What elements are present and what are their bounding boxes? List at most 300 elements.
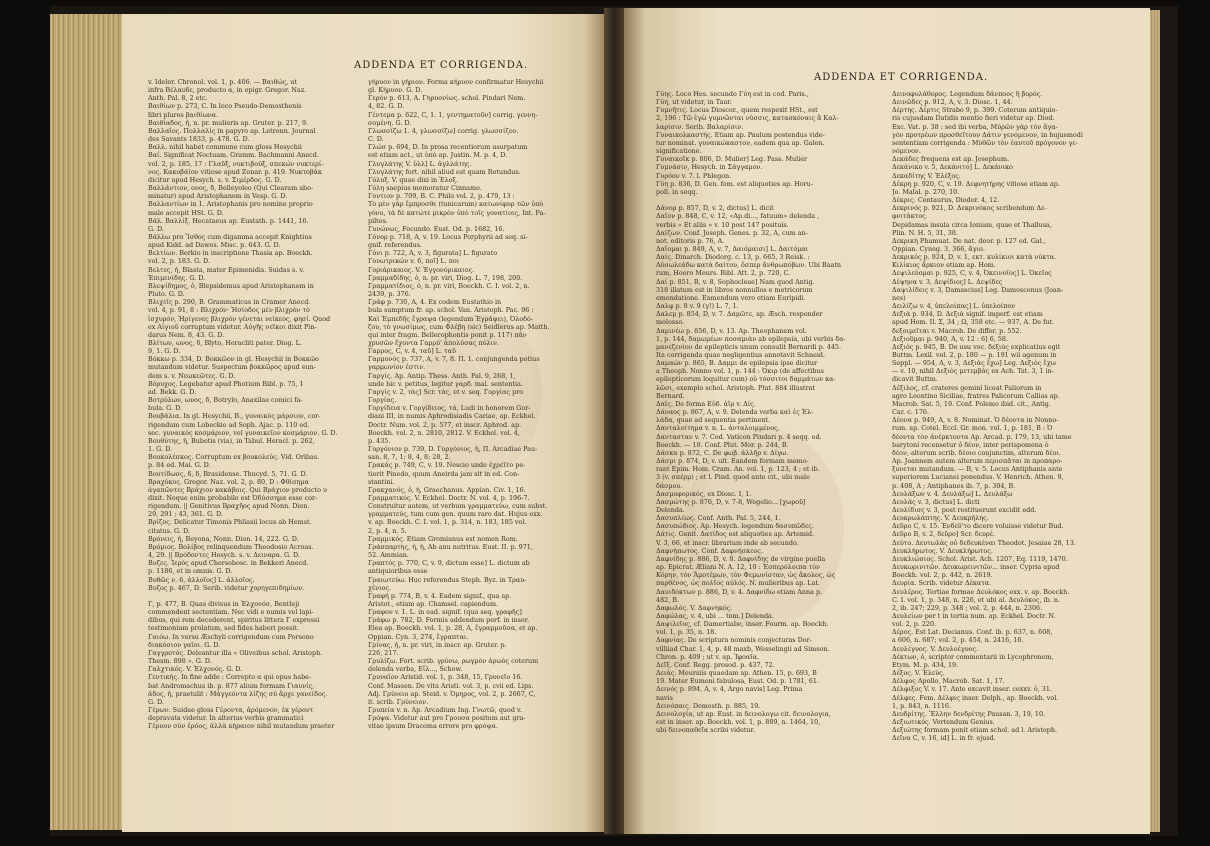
text-line: Γραμματίδιος, ὁ, n. pr. viri, Boeckh. C. I. vol. 2, n. [368, 281, 530, 290]
text-line: γήρυον in γήριον. Forma κήρυον confirmatur Hesychii [368, 78, 544, 86]
text-line: Γαιόω. In versu Æschyli corrigendum cum Porsono [148, 632, 314, 641]
text-line: Γρίνας, ἡ, n. pr. viri, in inscr. ap. Gruter. p. [368, 640, 507, 649]
text-line: est etiam act., ut ὑπὸ ap. Justin. M. p. 4, D. [368, 151, 508, 160]
text-line: Δεῖξ. Conf. Regg. prosod. p. 437, 72. [656, 660, 775, 669]
text-line: δεξοιμεῖται v. Macrob. De differ. p. 552. [892, 326, 1022, 335]
text-line [656, 196, 874, 204]
text-line: Δασμώτης p. 876, D, v. 7-8, Wegelio... [χωροῦ] [656, 497, 806, 506]
text-line: — v. 10, nihil Δεξιὸς μετεμβάς ex Ach. Tat. 3, 1 in- [892, 367, 1054, 376]
text-line: Δασμοφορικός, ex Diosc. I, 1. [656, 489, 752, 498]
text-line: Βρόνεις, ἡ, Beyona, Nonn. Dion. 14, 222. G. D. [148, 534, 299, 543]
book-gutter [604, 8, 624, 834]
text-line: δέον, alterum scrib. δέοιο conjunctim, alterum δέοι. [892, 448, 1061, 457]
text-line: Γέρυον σὺν ἐρόος, ἀλλὰ κήραιον nihil mutandum praeter [148, 722, 335, 731]
text-line: Oppian. Cyn. 3, 274, ἔγραπται. [368, 632, 469, 641]
text-line: Δεξιωτικός. Vertendum Genius. [892, 718, 995, 727]
text-line: Ἐπιμενίδης. G. D. [148, 273, 206, 282]
text-line: Δεκρινός p. 921, D. Δεκρινόκος scribendum Δε- [892, 204, 1047, 213]
text-line: rum, Hoero Meurs. Bibl. Att. 2, p. 720, C. [656, 269, 791, 278]
text-line: Γύη p. 836, D. Gen. fem. est aliquoties ap. Horu- [656, 179, 813, 188]
text-line: G. D. [148, 697, 164, 706]
text-line: vol. 4, p. 91, 8 : Βλιχρόν· Ἡσίοδος μὲν βλιχρὸν τὸ [148, 306, 310, 315]
text-line: G. D. [148, 224, 164, 233]
text-line: 9, 1. G. D. [148, 347, 181, 356]
text-line: γραμματεύς, tum cum gen. quum raro dat. Hujus exx. [368, 510, 543, 519]
text-line: emendatione. Eamendum vero etiam Euripidi. [656, 293, 806, 302]
text-line: a Theoph. Nonno vol. 1, p. 144 : Ὁκιρ (de affectibus [656, 367, 824, 376]
text-line: rigendum. || Genitivus Βραχῆος apud Nonn. Dion. [148, 502, 310, 511]
text-line: Δευρία. Scrib. videtur Δέκατα. [892, 579, 992, 588]
text-line: Etym. M. p. 434, 19. [892, 660, 959, 669]
text-line: bula sumptum fr. ap. schol. Van. Aristoph. Pac. 96 : [368, 306, 534, 315]
text-line: it. scrib. Γρύνειον. [368, 697, 429, 706]
text-line: Γέντεμα p. 622, C, 1. 1, γεντηματοῦν] corrig. γεννη- [368, 110, 538, 119]
text-line: Γερόν p. 613, A. Γηρυονίως. schol. Pindari Nem. [368, 94, 526, 103]
text-line: Δαλφ p. 8 v. 9 (γ!) L. 7, 1. [656, 302, 739, 311]
text-line: qui inter fragm. Bellerophontis ponit p. 117) πᾶν [368, 330, 527, 339]
text-line: Δευλίδισς v. 3, post restituerunt excidit edd. [892, 505, 1037, 514]
text-line: δάσμου. [656, 481, 683, 490]
text-line: Δεινόπαις. Demosth. p. 885, 19. [656, 701, 761, 710]
text-line: Ita corrigenda quae negligentius annotavit Schneid. [656, 351, 826, 359]
text-line: Δεῦρο B, v. 2, δεῦρο] Scr. δευρέ. [892, 530, 995, 539]
text-line: 2439, p. 376. [368, 290, 411, 299]
text-line: dicitur apud Hesych. s. v. Σιμέρδος. G. D. [148, 175, 282, 184]
text-line: Δευλάς v. 3, dictus] L. dicti [892, 497, 980, 506]
text-line: Γ, p. 477, B. Quas divisus in Ἐλχονόσ, Bentleji [148, 600, 300, 608]
text-line: Βυζες. Ἱερὸς apud Chersobosc. in Bekkeri Anecd. [148, 559, 309, 568]
text-line: Δεκρικὴ Phamuat. De nat. deor. p. 127 ed. Gal., [892, 236, 1046, 245]
text-line: 4, 82. G. D. [368, 102, 405, 111]
text-line: Car. c. 176. [892, 408, 929, 417]
text-line: vol. 2, p. 183. G. D. [148, 257, 210, 266]
text-line: Boeckh. — 10. Conf. Plut. Mor. p. 244, B. [656, 440, 789, 449]
text-line: παρθένος, ὡς πολῖος αὐλός. N. mulieribus ap. Lat. [656, 579, 820, 588]
text-line: Βλεψίδημος, ὁ, Blepsidemus apud Aristophanem in [148, 281, 314, 290]
text-line: Δέκρις. Centaurus, Diodor. 4, 12. [892, 196, 1000, 205]
text-line: Βουθύτης, ἡ, Bubetis (via), in Tabul. Heracl. p. 262, [148, 436, 315, 445]
text-line: χένιος. [368, 583, 392, 592]
text-line: apud Kidd. ad Dawes. Misc. p. 643. G. D. [148, 241, 281, 250]
text-line: Oppian. Cyneg. 3, 366, ἄγιο. [892, 244, 985, 253]
text-line: Βελτίων. Berkio in inscriptione Thasia ap. Boeckh. [148, 249, 313, 258]
text-line: depravata videtur. In alterius verbis grammatici [148, 714, 304, 723]
text-line: Γύη, ut videtur, in Taur. [656, 98, 732, 107]
text-line: Γεντικής. In fine adde : Correpto α qui opus habe- [148, 673, 312, 682]
text-line: antiquioribus esse [368, 567, 428, 576]
text-line: Δειλίζω v. 4, ὑπελοίπας] L. ὑπελοίπον [892, 302, 1016, 311]
text-line: Γαγγροτός. Deleantur illa « Oliveibus schol. Aristoph. [148, 648, 323, 657]
text-line: γαρμωνίον ἐστιν. [368, 363, 426, 372]
text-line: Γρόψα. Videtur aut pro Γρουσα positum aut gra- [368, 714, 526, 723]
text-line: Boeckh. vol. 2, p. 442, n. 2619. [892, 571, 993, 580]
text-line: Δαΐομαι p. 849, A, v. 7, Δαιόμαισι] L. Δαιτόμαι [656, 244, 809, 253]
text-line: Γραπτός p. 770, C, v. 9, dictum esse] L. dictum ab [368, 559, 530, 568]
text-line: Γοριάρικαιος. V. Ἐγγονόρικαιος. [368, 265, 475, 274]
left-column-2 [368, 78, 580, 731]
text-line: νος. Κακοβάϊον vitiose apud Zonar. p. 419. Νυκτοβάκ [148, 167, 322, 176]
text-line: Δαφνίδης p. 886, D, v. 8. Δαφνίδης de virgine puella [656, 554, 826, 563]
text-line: Βαί. Significat Noctuam. Gramm. Bachmanni Anecd. [148, 151, 319, 160]
text-line: σομένη. G. D. [368, 118, 412, 127]
text-line: Δαμινέω p. 856, D, v. 13. Ap. Theophanem vol. [656, 326, 807, 335]
text-line: delenda verba, Εἶλ..., Schow. [368, 665, 463, 674]
text-line: p. 435. [368, 436, 391, 445]
text-line: a 606, n. 687; vol. 2, p. 454, n. 2416, 16. [892, 636, 1024, 645]
text-line: Δασυπώδιος. Ap. Hesych. legendum δασυπῶδες. [656, 522, 814, 531]
text-line: Βρόμιος. Βολίβος relinquendum Theodosio Acroas. [148, 542, 314, 551]
text-line: Δεξιοῦμαι p. 940, A, v. 12 : 6] 6, 58. [892, 334, 1008, 343]
text-line: navis [656, 693, 673, 702]
text-line: νόμενον. [892, 147, 921, 156]
text-line: Βαλλάντιον, ονος, δ, Belleyoleo (Qui Clearam abo- [148, 184, 314, 193]
text-line: Δεξιὸς p. 945, B. De usu voc. δεξιὸς explicatius egit [892, 342, 1061, 351]
text-line: vol. 1, p. 35, n. 18. [656, 628, 717, 637]
text-line: Δεῦρο C, v. 15. Ἐνδεῦ'το dicere voluisse videtur Bud. [892, 522, 1064, 531]
text-line: vol. 2, p. 185, 17 : Γλαῦξ, νυκτιβούξ, σπεκών νυκτερί- [148, 159, 324, 168]
text-line: tur nominat. γυναικώκαστον, eadem qua ap. Galen. [656, 138, 825, 147]
text-line: V. 3, 66, et inscr. librarium inde ab secundo. [656, 538, 799, 547]
text-line: Δεκρικός p. 924, D, v. 1, εκτ. κυλίκιοι κατὰ νύκτα. [892, 253, 1057, 262]
text-line: Βαλλαντίων in 1. Aristophanis pro nomine proprio [148, 200, 313, 209]
text-line: ἰσχυρόν, Ἠρίγενες βλιχρὸν γένεται νείκεος, φησί. Quod [148, 314, 331, 323]
text-line: nes) [892, 293, 906, 302]
text-line: Βόκκω p. 334, D. Βοκκῶον in gl. Hesychii in Βοκκῶο [148, 355, 319, 364]
text-line: des Savants 1833, p. 478. G. D. [148, 135, 250, 144]
text-line: Δευλείων per t in tertia num. ap. Eckhel. Doctr. N. [892, 612, 1056, 620]
text-line: Γόνι p. 722, A, v. 3, figurata] L. figurato [368, 249, 498, 258]
text-line: Βυθῶς ν. 6, ἀλλοῖος] L. ἀλλοῖος. [148, 575, 255, 584]
text-line: Γρακχανός, ὁ, ἡ, Graechanus. Appian. Civ. 1, 16. [368, 485, 526, 494]
text-line: Κιλίκιος ἄρκιον etiam ap. Hom. [892, 261, 996, 270]
text-line: Βαιθίων p. 273, C. In loco Pseudo-Demosthenis [148, 102, 302, 111]
text-line: λάδα, quae ad sequentia pertinent. [656, 416, 771, 425]
text-line: san. 8, 7, 1; 8, 4, 8; 28, 2. [368, 453, 451, 462]
text-line: Δέκρη p. 920, C, v. 19. Δεφνητήρης vitiose etiam ap. [892, 179, 1060, 188]
text-line: Δέρος. Est Lat. Decianus. Conf. ib. p. 637, n. 608, [892, 628, 1053, 637]
text-line: Βουτίδωσς, δ, δ, Brasidense. Thucyd. 5, 71. G. D. [148, 469, 308, 478]
text-line: Doctr. Num. vol. 2, p. 577, et inscr. Aphrod. ap. [368, 420, 522, 429]
text-line: διακόσιον γαῖοι. G. D. [148, 640, 221, 649]
text-line: Βαλλ. nihil habet commune cum gloss Hesychii [148, 143, 302, 152]
text-line: stantini. [368, 477, 395, 486]
text-line [148, 592, 358, 600]
text-line: Construitur autem, ut verbum γραμματεύω, cum subst. [368, 502, 548, 511]
text-line: Βλιχεῖς p. 290, B. Grammaticus in Cramer Anecd. [148, 298, 311, 307]
text-line: Δευδρίτης. Ἔλλην δενδρίτης Pausan. 3, 19, 10. [892, 709, 1046, 718]
text-line: 19. Mater Eumeni fabulosa, Eust. Od. p. 1781, 61. [656, 677, 819, 686]
text-line: Δαμαών p. 865, B. Δαμμι de epilepsia ipse dicitur [656, 359, 818, 368]
text-line: gl. Κήρυον. G. D. [368, 86, 423, 95]
text-line: Γρυπεία v. n. Ap. Arcadium Ing. Γνωτῶ, quod v. [368, 706, 522, 715]
text-line: Γόλη saepius memoratur Cinnamo. [368, 184, 482, 193]
text-line: apud Hom. Il. Σ, 34 ; Ω, 358 etc. — 937, A. De fut. [892, 318, 1055, 327]
text-line: Δαλεμ p. 854, D, v. 7. Δαμῶτε, ap. Æsch. responder [656, 310, 823, 319]
text-line: Γοντιον p. 709, B. C. Philo vol. 2, p. 479, 13 : [368, 192, 515, 201]
text-line: 2, 196 : Τῶ ἐγὼ γυμνῶνται νύσσις, κατασκόναις ἃ Καλ- [656, 114, 839, 123]
text-line: verbis « Et aliis » v. 10 post 147 posituis. [656, 220, 789, 229]
text-line: Δαψιλίδεις v. 3, Damascius] Leg. Damoscenus (Joan- [892, 285, 1064, 294]
text-line: dem s. v. Νεωκεῶτες. G. D. [148, 371, 236, 380]
text-line: Adj. Γρύνειο ap. Steid. v. Ὀμηρος, vol. 2, p. 2667, C, [368, 689, 536, 698]
left-page [122, 14, 604, 832]
text-line: Βαιθίαδος, ἡ, n. pr. mulieris ap. Gruter. p. 217, 9. [148, 118, 309, 127]
text-line: Γυνώνως, Focundo. Eust. Od. p. 1682, 16. [368, 224, 505, 233]
text-line: Βουκολέσκος. Corruptum ex βουκολεύς. Vid. Oribas. [148, 453, 320, 462]
text-line: Βλίτων, ωνος, δ, Blyto, Heracliti pater. Diog. L. [148, 339, 302, 347]
text-line: Βάλλω pro Ἴσθος cum digamma accepit Knightius [148, 232, 312, 241]
text-line: Γόλυξ. V. quae dixi in Ἑλοξ. [368, 175, 459, 184]
text-line: 1. G. D. [148, 445, 172, 454]
text-line: Γλώσ p. 694, D. In prosa recentiorum usurpatum [368, 143, 528, 152]
text-line: Γρυναΐον Aristid. vol. 1, p. 348, 15, Γρυνεῖο 16. [368, 673, 523, 682]
text-line: Γρακάς p. 749, C, v. 19. Nescio unde ἐχρεῖτο pe- [368, 461, 526, 470]
text-line: Βελτες, ἡ, Blasta, mater Epimenidis. Suidas s. v. [148, 265, 305, 274]
text-line: molosso. [656, 318, 685, 327]
text-line: mutandum videtur. Suspectum βοκκῶρος apud eun- [148, 363, 316, 372]
right-column-2 [892, 90, 1118, 743]
text-line: ap. Epicrat. Æliani N. A. 12, 10 : Ἐσπερόλοιπα τὸν [656, 563, 820, 572]
text-line: λαρίσιν. Serib. Βαλαρίσιν. [656, 122, 744, 131]
text-line: Δανταλοίτημα v. n. L. ἀνταλοιμμένος. [656, 424, 780, 433]
text-line: Γραιωτεύω. Huc referendus Steph. Byz. in Τραυ- [368, 575, 527, 584]
text-line: Γύης. Loco Hes. secundo Γύη est in cod. Paris., [656, 90, 809, 98]
text-line: Βραχύκος. Gregor. Naz. vol. 2, p. 80, D : Φθίσημα [148, 477, 309, 486]
text-line: rant Epim. Hom. Cram. An. vol. 1, p. 123, 4 ; et ib. [656, 465, 820, 474]
text-line: Δάσμι p. 874, D, v. ult. Eandem formam memo- [656, 457, 809, 466]
text-line: Γραφον v. 1. L. in ead. signif. (qua seq. γραφῆς] [368, 608, 522, 617]
text-line: Βυζος p. 467, D. Serib. videtur χορηγεπιδημίων. [148, 583, 305, 592]
text-line: citatus. G. D. [148, 526, 190, 535]
text-line: Δεκαδίτης V. Ἑλέξος. [892, 171, 961, 180]
right-page [624, 8, 1150, 834]
text-line: χρυσῶν ἔχοντα Γαρρύ' ἀπολύσας πόλιν. [368, 339, 499, 347]
text-line: Γλυγλάτης fort. nihil aliud est quam Rotundus. [368, 167, 521, 176]
text-line: Depidamas insula circa Ioniam, quae et Thallusa, [892, 220, 1052, 229]
text-line: Βοτρύλων, ωνος, δ, Botrylo, Anaxilae comici fa- [148, 396, 303, 405]
text-line: piltes. [368, 216, 388, 225]
text-line: Δεκάνικο v. 5, Δεκάνιτο] L. Δεκάνικο [892, 163, 1013, 172]
text-line: Δαί p. 851, B, v. 8, Sophocleae] Nam quod Antig. [656, 277, 815, 286]
text-line: infra Βέλαυδε, producto α, in epigr. Gregor. Naz. [148, 86, 307, 95]
text-line: Γονωτρικών v. 6, ποῖ] L. ποι [368, 257, 460, 266]
text-line: Δέρτης. Δέρτις Strabo 9, p. 399. Coterum antiquio- [892, 106, 1058, 115]
text-line: γόνυ, τὰ δὲ κατώτε μικρὸν ὑπὸ τοῖς γονατίοις, Int. Pa- [368, 208, 546, 217]
text-line: Κόρην, τὸν Ἀμοτέμων, τὸν Φεμωνίσταν, ὡς ἄκολος, ὡς [656, 571, 836, 580]
text-line: p. 84 ed. Mai. G. D. [148, 461, 211, 470]
text-line: Δέκτων, ὁ, scriptor commentarii in Lycophronem, [892, 652, 1054, 661]
text-line: Seppl. — 954, A, v. 3, Δεξιὰς ἔχω] Leg. Δεξιὸς ἔχω [892, 359, 1056, 368]
text-line: Βαλλαΐος. Πολλαλίς in papyro ap. Letronn. Journal [148, 126, 316, 135]
text-line: Δεινῶδες p. 912, A, v. 3. Diosc. 1, 44. [892, 98, 1013, 107]
text-line: Γαλχτικός. V. Ἐλχονός. G. D. [148, 665, 243, 674]
text-line: 3 (v. σπέρμ) ; et l. Pind. quod ante cit., ubi male [656, 473, 810, 482]
text-line: Γραμμικός. Etiam Gromianus est nomen Rom. [368, 534, 518, 543]
text-line: Boeckh. vol. 2, n. 2810, 2812. V. Eckhel. vol. 4, [368, 428, 520, 437]
text-line: Buttm. Lexil. vol. 2, p. 180 — p. 191 wii agenum in [892, 351, 1057, 359]
text-line: Δάνορ p. 857, D, v. 2, dictus] L. dicit [656, 204, 774, 213]
text-line: p. 408, A ; Antiphanes ib. 7, p. 304, B. [892, 481, 1016, 490]
text-line: male accepit HSt. G. D. [148, 208, 224, 217]
text-line: Δειάς. Meursiis quaedam ap. Athen. 15, p. 693, B [656, 669, 817, 678]
text-line: ἀγαπῶντες Βράχιον κακάβοις. Qui Βράχιον producto υ [148, 485, 327, 494]
text-line: Elea ap. Boeckh. vol. 1, p. 28, A, ἔγραμμοῦσα, et ap. [368, 624, 538, 633]
text-line: Δαφώλας, v. 4, ubi ... tom.] Delenda. [656, 612, 774, 620]
text-line: Δεξιὰ p. 934, D. Δεξιὰ signif. imperf. est etiam [892, 310, 1043, 319]
text-line: ad. Bekk. G. D. [148, 387, 197, 396]
text-line: Macrob. Sat. 5, 19. Conf. Polemo ibid. cit., Antig. [892, 399, 1051, 408]
text-line: φνιτάκτος. [892, 212, 928, 221]
text-line: not. editoris p. 76, A. [656, 236, 725, 245]
text-line: 1, p. 144, δαμωμέων ποσαμιὰν ab epilepsia, ubi verbis δα- [656, 334, 846, 343]
text-line: Δεύτο. Δευτωλὰς οὐ δεδευκέναι Theodot. Jesaiae 28, 13. [892, 538, 1076, 547]
text-line: v. Ideler. Chronol. vol. 1, p. 406. — Βαιθώς, ut [148, 78, 297, 86]
text-line: C. D. [368, 135, 384, 144]
text-line: villiiad Char. 1, 4, p. 48 maxb, Wesselingii ad Simson. [656, 644, 830, 653]
text-line: sententiam corrigenda : Μὺθῶν τὸν ἑαυτοῦ πρόγονον γε- [892, 138, 1078, 147]
text-line: agro Leontino Siciliae, fratres Palicorum Callias ap. [892, 391, 1060, 400]
text-line: Δαφνίας. De scriptura nominis conjecturas Dor- [656, 636, 812, 645]
text-line: 2, ib. 247; 229, p. 348 ; vol. 2, p. 444, n. 2306. [892, 603, 1043, 612]
text-line: Γυμνάσιν, Hesych. in Σάγγαμον. [656, 163, 763, 172]
text-line: Δέονα p. 949, A, v. 8. Nominat. Ὁ δέοντα in Nonno- [892, 416, 1059, 425]
text-line: 482, B. [656, 595, 679, 604]
text-line: ζου, τὸ γνωσίμως, cum Φλέβη (sic) Seidlerus ap. Matth. [368, 322, 550, 331]
text-line: Δέξος. V. Ἑλεύς. [892, 669, 945, 678]
text-line: 2, p. 4, n. 5. [368, 526, 407, 535]
text-line: Δευκωρινιτῶν. Δευκωρεινιτῶν... inser. Cypria apud [892, 563, 1060, 572]
text-line: Δαῖον p. 848, C, v. 12, «Ap.di..., fatuum» delenda , [656, 212, 820, 221]
text-line: Γυναικολκαστής. Etiam ap. Paulum postendus vide- [656, 130, 825, 139]
text-line: Γυμνῆτις. Locus Dioscor., quem respexit HSt., est [656, 106, 818, 115]
text-line: Γοργίδεια v. Γοργίδειος, τά, Ludi in honorem Gor- [368, 404, 531, 413]
text-line: Δάτις. Genit. Δατίδος est aliquoties ap. Artemid. [656, 530, 815, 539]
text-line: Γέρων. Suidae gloss Γέροντα, ἀρόμενον, ἐκ γέροντ [148, 706, 314, 715]
text-line: ξυνεται mutandum. — B, v. 5. Locus Antiphanis ante [892, 465, 1063, 474]
text-line: Δευκλήρωτος. V. Δευκλήρωτος. [892, 546, 993, 555]
text-line: epilepticorum loquitur cum) οὐ τόσσιτοι δαμμάτων κα- [656, 375, 836, 384]
text-line: dixit. Neque enim probabile est Ὀδύσσημα esse cor- [148, 493, 318, 502]
text-line: Δέψηνα v. 3, Δεψίδιος] L. Δεψίδες [892, 277, 1003, 286]
text-line: Δευκρωλάπτης. V. Δευκρήλης. [892, 514, 989, 523]
text-line: Γράφω p. 782, D. Formis addendum perf. in inser. [368, 616, 530, 625]
text-line: 29, 291 ; 43, 361. G. D. [148, 510, 223, 519]
text-line: dibus, qui rem decederent, spiritus littera Γ expressi [148, 616, 320, 625]
text-line: Δαίζων. Conf. Joseph. Genes. p. 32, A, cum an- [656, 228, 808, 237]
text-line: Γραμματικός. V. Eckhel. Doctr. N. vol. 4, p. 196-7. [368, 493, 530, 502]
text-line: Δεινοφυλάθορος. Legendum δάνποος ἢ βορός. [892, 90, 1043, 98]
text-line: Βόρυχος. Legebatur apud Photium Bibl. p. 75, 1 [148, 379, 304, 388]
text-line: gnif. referendus. [368, 241, 422, 250]
text-line: commendent sectentiam. Nec vidi e numis vel lapi- [148, 608, 314, 617]
text-line: 52. Ammian. [368, 551, 409, 560]
text-line: Γαρρος, C, v. 4, ταῦ] L. ταῦ [368, 347, 456, 356]
text-line: Anth. Pal. 8, 2 etc. [148, 94, 208, 103]
text-line: superiorem Lucianei ponendus. V. Henrich. Athen. 9, [892, 473, 1064, 482]
text-line: Γράφ p. 730, A, 4. Ex codem Eustathio in [368, 298, 502, 307]
text-line: Δεκάδες frequens est ap. Josephum. [892, 155, 1010, 164]
text-line: Δεψιλεύομαι p. 925, C, v. 4, Ὀκεινοῖος] L. Ὀκεῖος [892, 269, 1052, 278]
right-column-1 [656, 90, 874, 734]
text-line: 318 illatum est in libros nonnullos e metricorum [656, 285, 813, 294]
text-line: Γραφή p. 774, B, v. 4. Eadem signif., qua ap. [368, 591, 512, 600]
text-line: Δέλφος Apollo, Macrob. Sat. 1, 17. [892, 677, 1005, 686]
text-line: Δάσκα p. 872, C. De φωβ. ἀλλῆρ v. Δίγω. [656, 448, 789, 457]
text-line: Pluto. G. D. [148, 290, 185, 299]
text-line: bat Andromachus ib. p. 877 alium formam Γιαυνίς, [148, 681, 315, 690]
text-line: Γαρμονός p. 737, A, v. 7, 8. Π. 1. conjungenda potius [368, 355, 540, 364]
text-line: Γράσπαρτης, ἡ, ἡ, Ab anu nutritus. Eust. II. p. 971, [368, 542, 533, 551]
text-line: Δευκλιώσιος. Schol. Arist. Ach. 1207, Eq. 1119, 1470. [892, 554, 1068, 563]
text-line: diani III, in numis Aphrodisiadis Cariae, ap. Eckhel. [368, 412, 536, 421]
text-line: Δασυπλέως. Conf. Anth. Pal. 5, 244, 1. [656, 514, 781, 523]
text-line: Γυναικοῖκ p. 806, D. Mulier] Leg. Pass. Mulier [656, 155, 808, 164]
text-line: Γραμμαδίδης, ὁ, n. pr. viri, Diog. L. 7, 198, 200. [368, 273, 523, 282]
text-line: Δευλέρος. Tertiae formae Δευλόκος exx. v. ap. Boeckh. [892, 587, 1070, 596]
text-line: Δαψιλεῖος, cf. Damertiabe, inser. Fourm. ap. Boeckh. [656, 620, 829, 629]
text-line: darus Nem. 8, 43. G. D. [148, 330, 225, 339]
text-line: Δαφωλός. V. Δαφνηκός. [656, 603, 733, 612]
text-line: Δαΐς. De forma Εὐδ. ἀΐρ v. Δίς. [656, 399, 756, 408]
text-line: Δευλέγυος. V. Δευλοέγυος. [892, 644, 979, 653]
text-line: Δευλάξων v. 4. Δευλάξω] L. Δευλάξω [892, 489, 1013, 498]
text-line: Δάναος p. 867, A, v. 9. Delenda verba καὶ ἐς Ἑλ- [656, 408, 814, 417]
text-line: Γυρόον v. 7. l. Phlegon. [656, 171, 732, 180]
text-line: bula. G. D. [148, 404, 182, 413]
text-line: Βάλ. Βαλλίξ. Hecataeus ap. Eustath. p. 1441, 16. [148, 216, 309, 225]
text-line: testimonium prolatum, sed fides haberi possit. [148, 624, 299, 633]
text-line: significatione. [656, 147, 702, 156]
text-line: 226, 217. [368, 648, 399, 657]
text-line: vol. 2, p. 220. [892, 620, 937, 629]
text-line: Δεῖνα C, v. 16, id] L. in fr. ejusd. [892, 734, 996, 743]
text-line: Βρίζος. Delicatur Timonis Phliasii locus ab Hemst. [148, 518, 312, 527]
text-line: Γρυλίζω. Fort. scrib. γρύνω, ρωγμὸν ἀρωὸς coterum [368, 657, 539, 666]
text-line: Δέλφιξος V. v. 17. Ante excavit inser. cexxv. ὁ, 31. [892, 685, 1052, 694]
text-line: unde hic v. petitus, legitur γαρδ. mal. sententia. [368, 379, 523, 388]
left-page-edge [50, 14, 122, 830]
text-line: Δέξιλος, cf. crateres geminí liceat Paliorum in [892, 383, 1042, 392]
text-line: Aristot., etiam ap. Chamsel. capiendum. [368, 600, 499, 608]
text-line: Γαργίς v. 2, τὰς] Scr. τὰς, et v. seq. Γοργίας pro [368, 387, 524, 396]
text-line: Δαφνήπωτος. Conf. Δαφνήσκεος. [656, 546, 763, 555]
text-line: Βουβάλια. In gl. Hesychii, Β., γυναικὸς μάρσιον, cor- [148, 412, 321, 421]
text-line: libri plures βαιθίωνα. [148, 110, 219, 119]
text-line: p. 1186, et in omnis. G. D. [148, 567, 233, 576]
text-line: Thesm. 898 ». G. D. [148, 657, 212, 666]
text-line: Δεξιώτης formam ponit etiam schol. ad l. Aristoph. [892, 726, 1057, 735]
text-line: δέοντα τὸν ἀνέρκτοντα Ap. Arcad. p. 179, 13, ubi tame [892, 432, 1072, 441]
text-line: barytoni recensetur ὁ δέον, inter perispomena ὁ [892, 440, 1049, 449]
text-line: v. ap. Boeckh. C. I. vol. 1, p. 314, n. 183, 185 vol. [368, 518, 527, 527]
text-line: Γοργίας. [368, 396, 397, 405]
text-line: Δεινός p. 894, A, v. 4, Argo navis] Leg. Prima [656, 685, 803, 694]
text-line: λῶσι, exemplo schol. Aristoph. Plut. 884 illustrat [656, 383, 815, 392]
left-running-head: ADDENDA ET CORRIGENDA. [354, 60, 529, 71]
right-running-head: ADDENDA ET CORRIGENDA. [814, 72, 989, 83]
text-line: Conf. Massen. De vita Aristi. vol. 3, p. cvii ed. Lips. [368, 681, 534, 690]
text-line: Γλυγλάτης V. ὑλλ] L. ἀγλλάτης. [368, 159, 472, 168]
text-line: Ap. Joannem autem alterum περισπᾶται in προπαρο- [892, 457, 1063, 466]
text-line: sec. γυναικὸς κοσμάριον, vel γυναικεῖον κοσμάριον. G. D. [148, 428, 338, 437]
text-line: Exc. Vat. p. 38 : sed ibi verba, Μύρῶν γὰρ τὸν ἄγα- [892, 122, 1058, 131]
text-line: Δαντασταν v. 7. Cod. Vaticon Pindari p. 4 seqq. ed. [656, 432, 822, 441]
text-line: 1, p. 843, n. 1116. [892, 701, 952, 710]
text-line: minatur) apud Aristophanem in Vesp. G. D. [148, 192, 288, 201]
text-line: Jo. Malal. p. 270, 10. [892, 187, 960, 196]
left-column-1 [148, 78, 358, 731]
text-line: C. I. vol. 1, p. 348, n. 226, et ubi al. Δευλόκος, ib. n. [892, 595, 1060, 604]
